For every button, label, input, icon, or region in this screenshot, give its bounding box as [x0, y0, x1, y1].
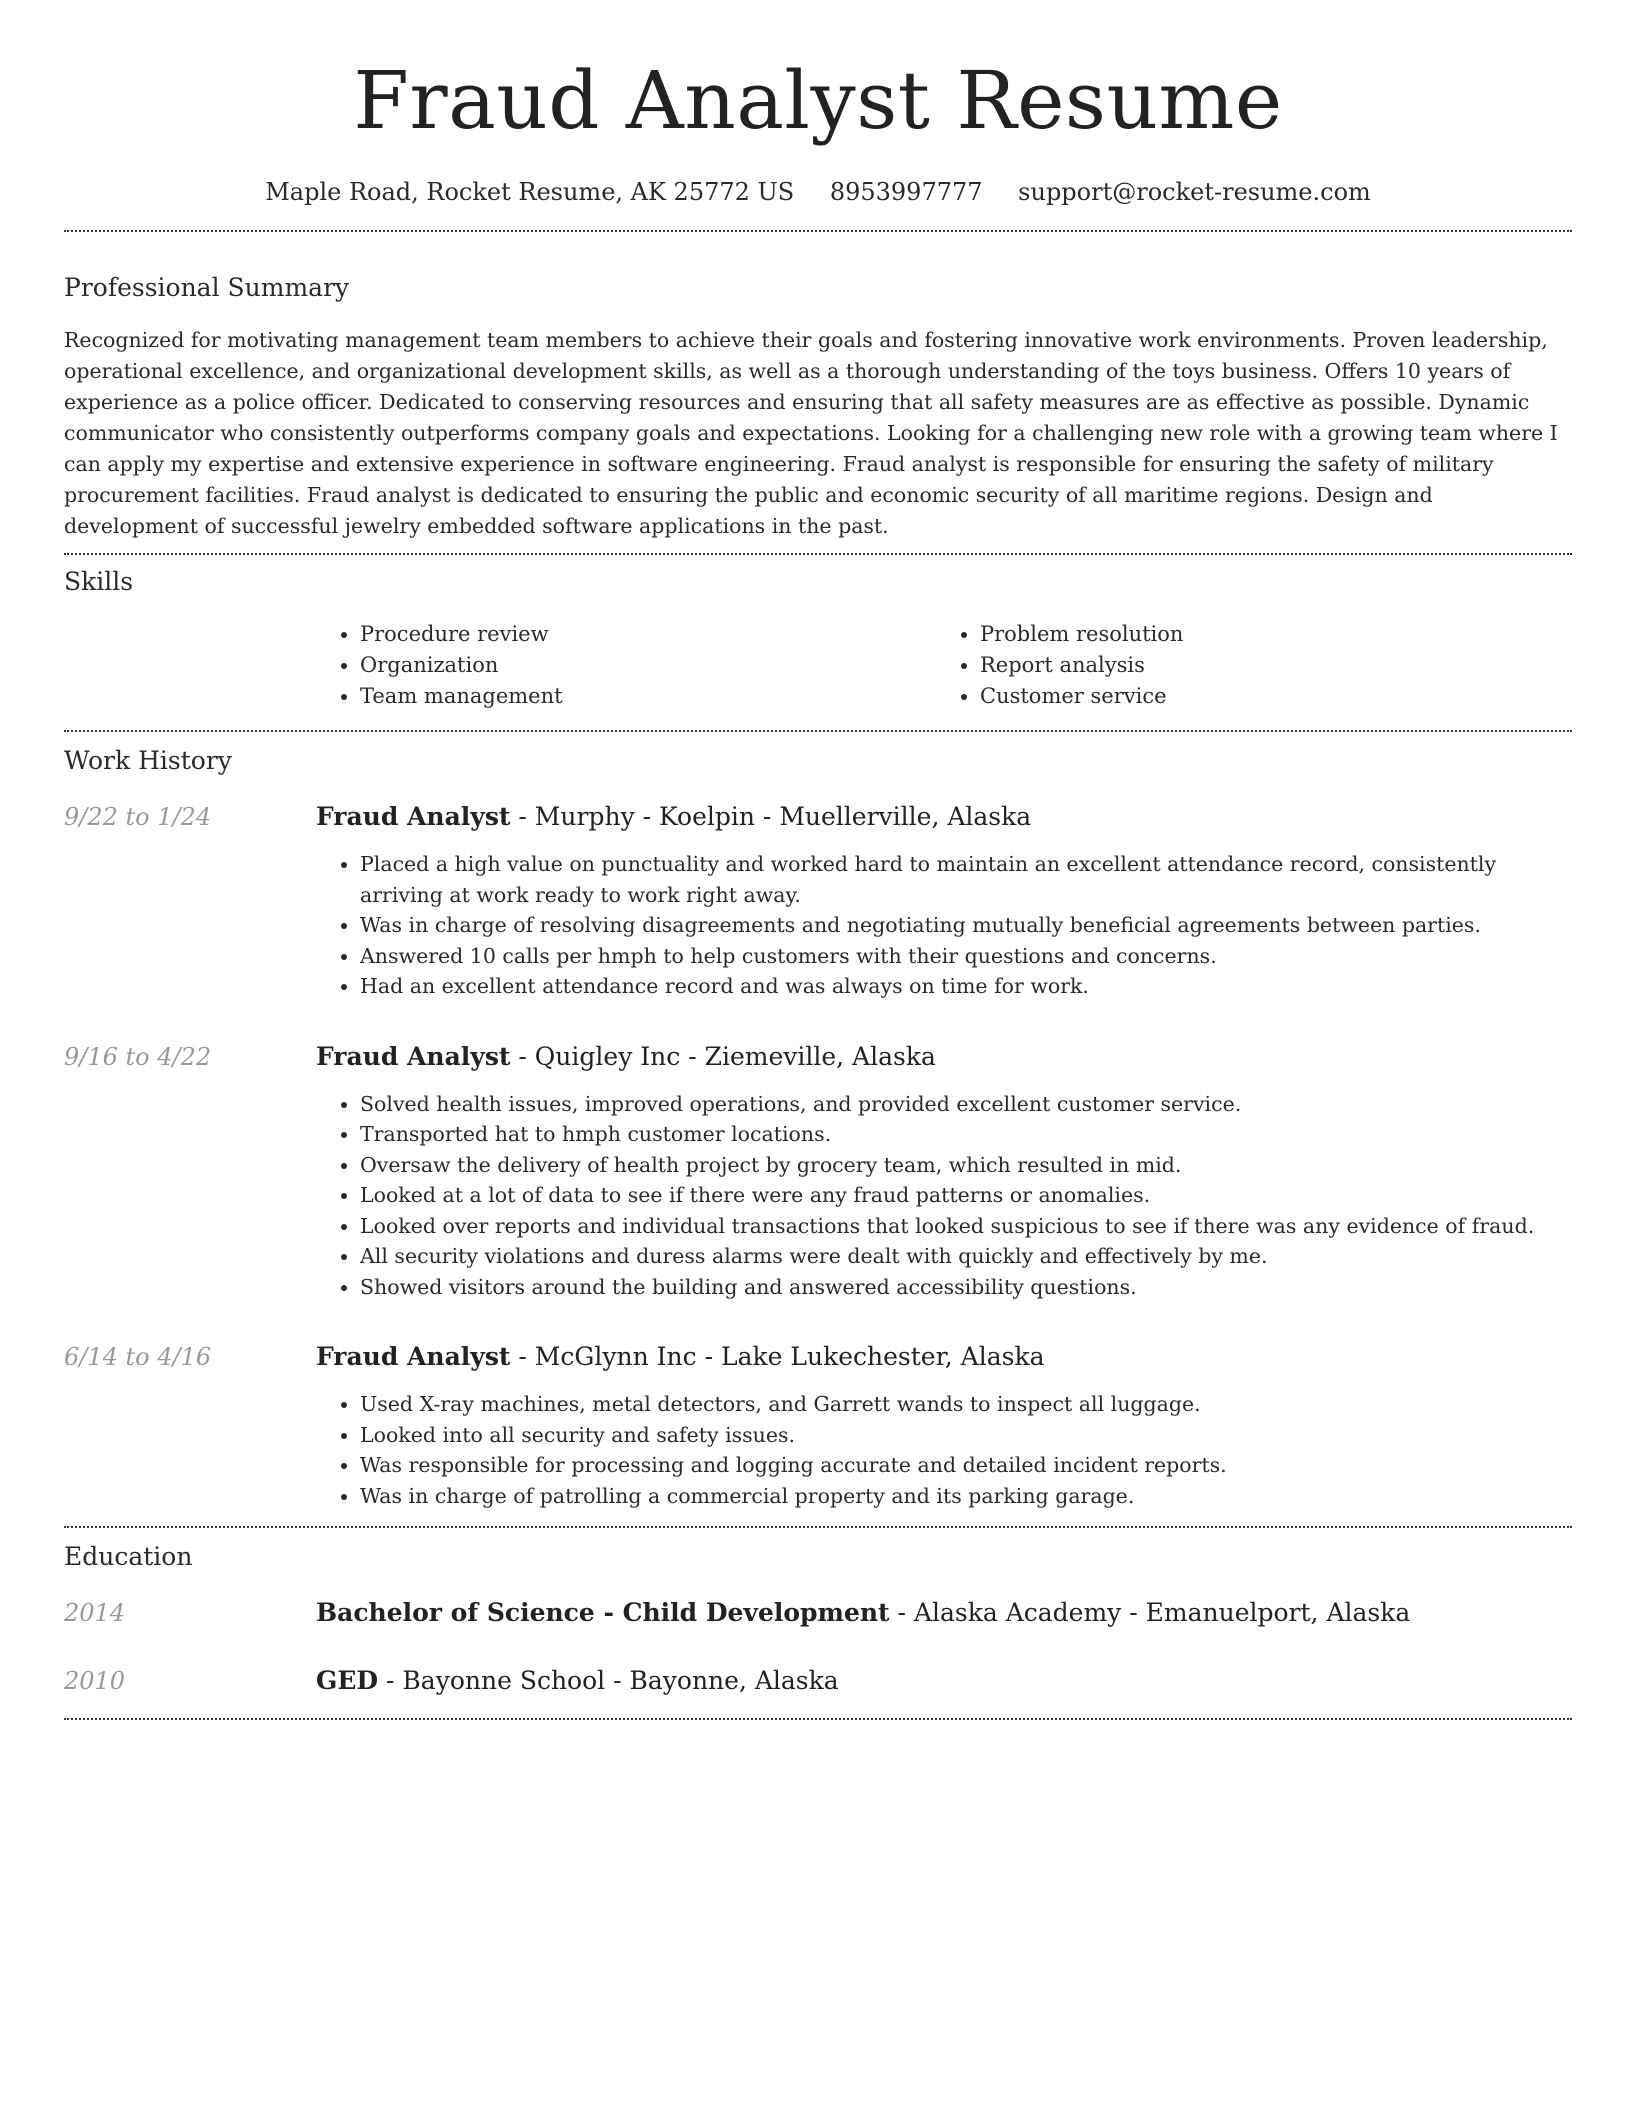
education-year: 2014 — [64, 1599, 126, 1627]
section-title-education: Education — [64, 1542, 193, 1571]
job-bullet: • Answered 10 calls per hmph to help customers with their questions and concerns. — [360, 941, 1572, 972]
job-title — [316, 1340, 1572, 1374]
contact-email: support@rocket-resume.com — [1018, 178, 1371, 206]
divider-work — [64, 1526, 1572, 1528]
job-dates: 9/16 to 4/22 — [64, 1042, 212, 1071]
job-bullet: • Was in charge of patrolling a commercial property and its parking garage. — [360, 1481, 1572, 1512]
contact-address: Maple Road, Rocket Resume, AK 25772 US — [265, 178, 795, 206]
divider-header — [64, 230, 1572, 232]
contact-phone: 8953997777 — [829, 178, 983, 206]
education-school: - Alaska Academy - Emanuelport, Alaska — [889, 1598, 1411, 1627]
education-title — [316, 1664, 1572, 1698]
job-title — [316, 1040, 1572, 1074]
job-bullet: • Placed a high value on punctuality and worked hard to maintain an excellent attendance record, consistently arriving at work ready to work right away. — [360, 849, 1572, 910]
section-title-work: Work History — [64, 746, 232, 775]
skill-item: • Team management — [360, 681, 952, 712]
education-school: - Bayonne School - Bayonne, Alaska — [378, 1666, 839, 1695]
section-title-skills: Skills — [64, 567, 134, 596]
job-dates: 6/14 to 4/16 — [64, 1343, 212, 1371]
divider-summary — [64, 553, 1572, 555]
education-degree: Bachelor of Science - Child Development — [316, 1598, 890, 1627]
divider-education — [64, 1718, 1572, 1720]
job-bullets — [316, 1389, 1572, 1511]
job-body — [316, 800, 1572, 1002]
job-bullet: • Looked at a lot of data to see if there were any fraud patterns or anomalies. — [360, 1180, 1572, 1211]
job-role: Fraud Analyst — [316, 1342, 511, 1371]
skill-item: • Organization — [360, 650, 952, 681]
education-body — [316, 1664, 1572, 1698]
job-company: - Murphy - Koelpin - Muellerville, Alaska — [510, 802, 1032, 831]
job-bullet: • Looked into all security and safety issues. — [360, 1420, 1572, 1451]
job-bullet: • Had an excellent attendance record and was always on time for work. — [360, 971, 1572, 1002]
job-bullets — [316, 1089, 1572, 1303]
job-bullet: • Looked over reports and individual transactions that looked suspicious to see if there was any evidence of fraud. — [360, 1211, 1572, 1242]
job-title — [316, 800, 1572, 834]
education-year: 2010 — [64, 1667, 126, 1695]
skills-list — [316, 619, 1572, 712]
job-body — [316, 1340, 1572, 1511]
skill-item: • Problem resolution — [980, 619, 1572, 650]
section-title-summary: Professional Summary — [64, 273, 350, 302]
job-bullets — [316, 849, 1572, 1002]
skill-item: • Procedure review — [360, 619, 952, 650]
job-entry — [64, 1340, 1572, 1511]
education-body — [316, 1596, 1572, 1630]
job-bullet: • Transported hat to hmph customer locations. — [360, 1119, 1572, 1150]
job-role: Fraud Analyst — [316, 802, 511, 831]
job-bullet: • Oversaw the delivery of health project by grocery team, which resulted in mid. — [360, 1150, 1572, 1181]
job-entry — [64, 1040, 1572, 1303]
job-entry — [64, 800, 1572, 1002]
skills-column-left — [316, 619, 952, 712]
contact-line — [64, 174, 1572, 210]
education-entry — [64, 1596, 1572, 1630]
education-degree: GED — [316, 1666, 379, 1695]
education-title — [316, 1596, 1572, 1630]
job-body — [316, 1040, 1572, 1303]
resume-page — [64, 0, 1572, 1720]
job-bullet: • All security violations and duress alarms were dealt with quickly and effectively by me. — [360, 1241, 1572, 1272]
skill-item: • Customer service — [980, 681, 1572, 712]
job-company: - Quigley Inc - Ziemeville, Alaska — [510, 1041, 936, 1071]
summary-text: Recognized for motivating management team members to achieve their goals and fostering innovative work environments. Proven leadership, operational excellence, and organizational development skills, as well as a thorough understanding of the toys business. Offers 10 years of experience as a police officer. Dedicated to conserving resources and ensuring that all safety measures are as effective as possible. Dynamic communicator who consistently outperforms company goals and expectations. Looking for a challenging new role with a growing team where I can apply my expertise and extensive experience in software engineering. Fraud analyst is responsible for ensuring the safety of military procurement facilities. Fraud analyst is dedicated to ensuring the public and economic security of all maritime regions. Design and development of successful jewelry embedded software applications in the past. — [64, 328, 1558, 538]
skill-item: • Report analysis — [980, 650, 1572, 681]
job-bullet: • Was in charge of resolving disagreements and negotiating mutually beneficial agreements between parties. — [360, 910, 1572, 941]
job-role: Fraud Analyst — [316, 1041, 511, 1071]
job-dates: 9/22 to 1/24 — [64, 803, 212, 831]
education-entry — [64, 1664, 1572, 1698]
divider-skills — [64, 730, 1572, 732]
job-bullet: • Used X-ray machines, metal detectors, and Garrett wands to inspect all luggage. — [360, 1389, 1572, 1420]
job-bullet: • Solved health issues, improved operations, and provided excellent customer service. — [360, 1089, 1572, 1120]
resume-title: Fraud Analyst Resume — [353, 54, 1283, 147]
skills-column-right — [952, 619, 1572, 712]
job-bullet: • Showed visitors around the building and answered accessibility questions. — [360, 1272, 1572, 1303]
job-bullet: • Was responsible for processing and logging accurate and detailed incident reports. — [360, 1450, 1572, 1481]
job-company: - McGlynn Inc - Lake Lukechester, Alaska — [510, 1342, 1045, 1371]
